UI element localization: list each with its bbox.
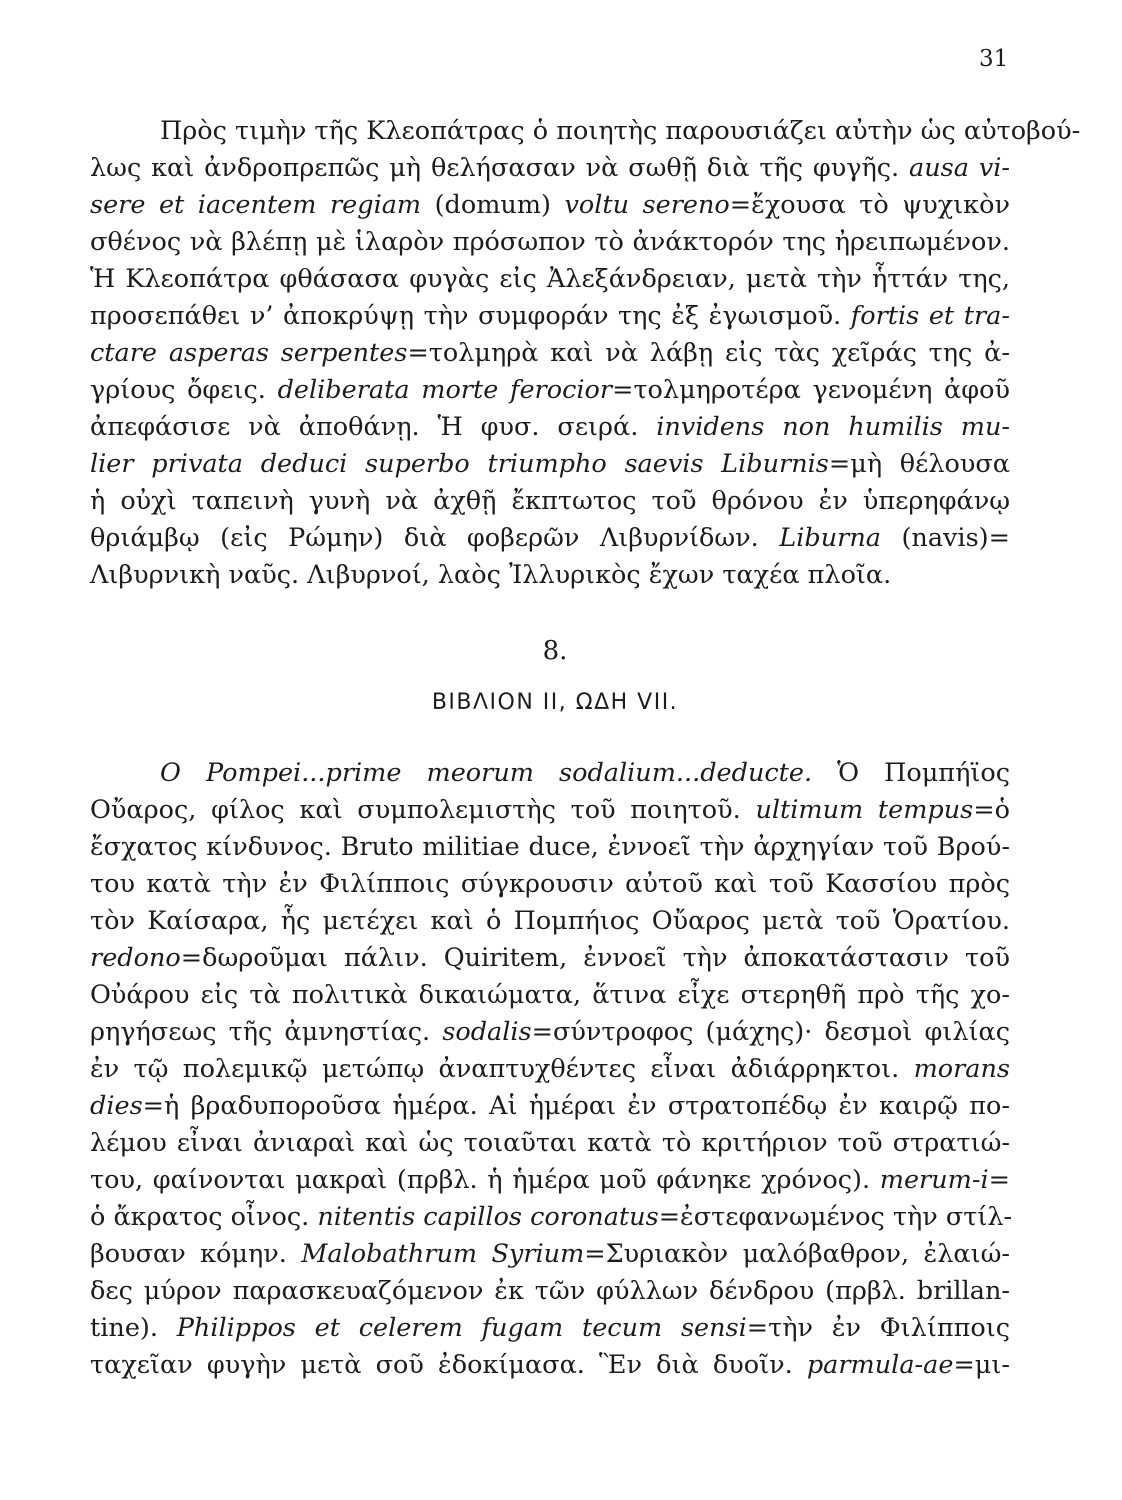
- text-line: [90, 792, 1010, 829]
- latin-phrase: voltu sereno: [564, 190, 730, 220]
- text-run: δες μύρον παρασκευαζόμενον ἐκ τῶν φύλλων δένδρου (πρβλ. brillan-: [90, 1276, 1010, 1306]
- text-run: λέμου εἶναι ἀνιαραὶ καὶ ὡς τοιαῦται κατὰ τὸ κριτήριον τοῦ στρατιώ-: [90, 1128, 1010, 1158]
- latin-phrase: ctare asperas serpentes: [90, 338, 408, 368]
- text-line: [90, 483, 1010, 520]
- latin-phrase: Liburna: [779, 523, 881, 553]
- latin-phrase: Malobathrum Syrium: [301, 1239, 585, 1269]
- text-run: tine).: [90, 1313, 177, 1343]
- text-line: [90, 866, 1010, 903]
- text-run: =ὁ: [973, 795, 1010, 825]
- latin-phrase: sere et iacentem regiam: [90, 190, 422, 220]
- text-run: =ἐστεφανωμένος τὴν στίλ-: [658, 1202, 1013, 1232]
- text-line: [90, 335, 1010, 372]
- text-run: Οὔαρος, φίλος καὶ συμπολεμιστὴς τοῦ ποιητοῦ.: [90, 795, 756, 825]
- text-line: [90, 1051, 1010, 1088]
- text-line: [90, 187, 1010, 224]
- text-run: Ὁ Πομπήϊος: [812, 758, 1010, 788]
- text-run: ρηγήσεως τῆς ἀμνηστίας.: [90, 1017, 443, 1047]
- text-run: Ἡ Κλεοπάτρα φθάσασα φυγὰς εἰς Ἀλεξάνδρειαν, μετὰ τὴν ἧττάν της,: [90, 264, 1010, 294]
- text-line: [90, 446, 1010, 483]
- text-run: =μὴ θέλουσα: [828, 449, 1011, 479]
- text-line: [90, 409, 1010, 446]
- text-line: [90, 1236, 1010, 1273]
- section-title: ΒΙΒΛΙΟΝ II, ΩΔΗ VII.: [431, 690, 679, 715]
- text-run: (navis)=: [880, 523, 1010, 553]
- text-line: [90, 755, 1010, 792]
- text-line: [90, 557, 1010, 594]
- text-run: Πρὸς τιμὴν τῆς Κλεοπάτρας ὁ ποιητὴς παρουσιάζει αὐτὴν ὡς αὐτοβού-: [160, 116, 1081, 146]
- text-line: [90, 1310, 1010, 1347]
- text-line: [90, 372, 1010, 409]
- text-line: [90, 298, 1010, 335]
- text-run: ταχεῖαν φυγὴν μετὰ σοῦ ἐδοκίμασα. Ἓν διὰ δυοῖν.: [90, 1350, 807, 1380]
- latin-phrase: morans: [913, 1054, 1010, 1084]
- text-line: [90, 224, 1010, 261]
- text-line: [90, 1347, 1010, 1384]
- text-line: [90, 903, 1010, 940]
- text-run: σθένος νὰ βλέπῃ μὲ ἱλαρὸν πρόσωπον τὸ ἀνάκτορόν της ἠρειπωμένον.: [90, 227, 1010, 257]
- latin-phrase: merum-i: [879, 1165, 989, 1195]
- section-number: 8.: [542, 636, 568, 666]
- latin-phrase: fortis et tra-: [850, 301, 1010, 331]
- text-run: ἀπεφάσισε νὰ ἀποθάνῃ. Ἡ φυσ. σειρά.: [90, 412, 657, 442]
- text-run: =μι-: [953, 1350, 1010, 1380]
- text-line: [90, 1273, 1010, 1310]
- text-line: [90, 113, 1081, 150]
- latin-phrase: redono: [90, 943, 181, 973]
- latin-phrase: lier privata deduci superbo triumpho saevis Liburnis: [90, 449, 829, 479]
- latin-phrase: O Pompei...prime meorum sodalium...deducte.: [160, 758, 813, 788]
- text-line: [90, 829, 1010, 866]
- text-run: Οὐάρου εἰς τὰ πολιτικὰ δικαιώματα, ἅτινα εἶχε στερηθῆ πρὸ τῆς χο-: [90, 980, 1010, 1010]
- text-run: ἐν τῷ πολεμικῷ μετώπῳ ἀναπτυχθέντες εἶναι ἀδιάρρηκτοι.: [90, 1054, 914, 1084]
- text-line: [90, 1014, 1010, 1051]
- text-run: =τολμηρὰ καὶ νὰ λάβῃ εἰς τὰς χεῖράς της ἀ-: [407, 338, 1010, 368]
- text-line: [90, 940, 1010, 977]
- latin-phrase: nitentis capillos coronatus: [317, 1202, 659, 1232]
- text-run: =σύντροφος (μάχης)· δεσμοὶ φιλίας: [531, 1017, 1010, 1047]
- text-run: =τὴν ἐν Φιλίπποις: [746, 1313, 1010, 1343]
- latin-phrase: sodalis: [442, 1017, 532, 1047]
- text-run: =ἔχουσα τὸ ψυχικὸν: [729, 190, 1010, 220]
- text-run: θριάμβῳ (εἰς Ρώμην) διὰ φοβερῶν Λιβυρνίδων.: [90, 523, 780, 553]
- text-run: βουσαν κόμην.: [90, 1239, 302, 1269]
- text-run: του, φαίνονται μακραὶ (πρβλ. ἡ ἡμέρα μοῦ φάνηκε χρόνος).: [90, 1165, 880, 1195]
- latin-phrase: ausa vi-: [909, 153, 1010, 183]
- latin-phrase: deliberata morte ferocior: [277, 375, 613, 405]
- text-run: του κατὰ τὴν ἐν Φιλίπποις σύγκρουσιν αὐτοῦ καὶ τοῦ Κασσίου πρὸς: [90, 869, 1010, 899]
- text-run: (domum): [421, 190, 565, 220]
- latin-phrase: invidens non humilis mu-: [656, 412, 1010, 442]
- latin-phrase: parmula-ae: [806, 1350, 954, 1380]
- text-run: Λιβυρνικὴ ναῦς. Λιβυρνοί, λαὸς Ἰλλυρικὸς ἔχων ταχέα πλοῖα.: [90, 560, 892, 590]
- text-line: [90, 1088, 1010, 1125]
- latin-phrase: dies: [90, 1091, 143, 1121]
- text-line: [90, 150, 1010, 187]
- text-line: [90, 520, 1010, 557]
- text-run: τὸν Καίσαρα, ἧς μετέχει καὶ ὁ Πομπήιος Οὔαρος μετὰ τοῦ Ὁρατίου.: [90, 906, 1010, 936]
- text-line: [90, 1125, 1010, 1162]
- text-line: [90, 1199, 1013, 1236]
- text-run: =τολμηροτέρα γενομένη ἀφοῦ: [612, 375, 1010, 405]
- text-run: =ἡ βραδυποροῦσα ἡμέρα. Αἱ ἡμέραι ἐν στρατοπέδῳ ἐν καιρῷ πο-: [142, 1091, 1010, 1121]
- commentary-paragraph-1: [90, 113, 1081, 594]
- latin-phrase: Philippos et celerem fugam tecum sensi: [176, 1313, 747, 1343]
- text-run: =: [988, 1165, 1010, 1195]
- text-run: =δωροῦμαι πάλιν. Quiritem, ἐννοεῖ τὴν ἀποκατάστασιν τοῦ: [180, 943, 1010, 973]
- text-run: =Συριακὸν μαλόβαθρον, ἐλαιώ-: [584, 1239, 1010, 1269]
- text-run: ὁ ἄκρατος οἶνος.: [90, 1202, 318, 1232]
- text-line: [90, 261, 1010, 298]
- latin-phrase: ultimum tempus: [755, 795, 974, 825]
- text-run: προσεπάθει ν’ ἀποκρύψῃ τὴν συμφοράν της ἐξ ἐγωισμοῦ.: [90, 301, 851, 331]
- page-number: 31: [979, 46, 1009, 72]
- text-run: γρίους ὄφεις.: [90, 375, 278, 405]
- text-line: [90, 1162, 1010, 1199]
- text-line: [90, 977, 1010, 1014]
- text-run: λως καὶ ἀνδροπρεπῶς μὴ θελήσασαν νὰ σωθῇ διὰ τῆς φυγῆς.: [90, 153, 910, 183]
- text-run: ἔσχατος κίνδυνος. Bruto militiae duce, ἐννοεῖ τὴν ἀρχηγίαν τοῦ Βρού-: [90, 832, 1010, 862]
- commentary-paragraph-2: [90, 755, 1013, 1384]
- text-run: ἡ οὐχὶ ταπεινὴ γυνὴ νὰ ἀχθῇ ἔκπτωτος τοῦ θρόνου ἐν ὑπερηφάνῳ: [90, 486, 1010, 516]
